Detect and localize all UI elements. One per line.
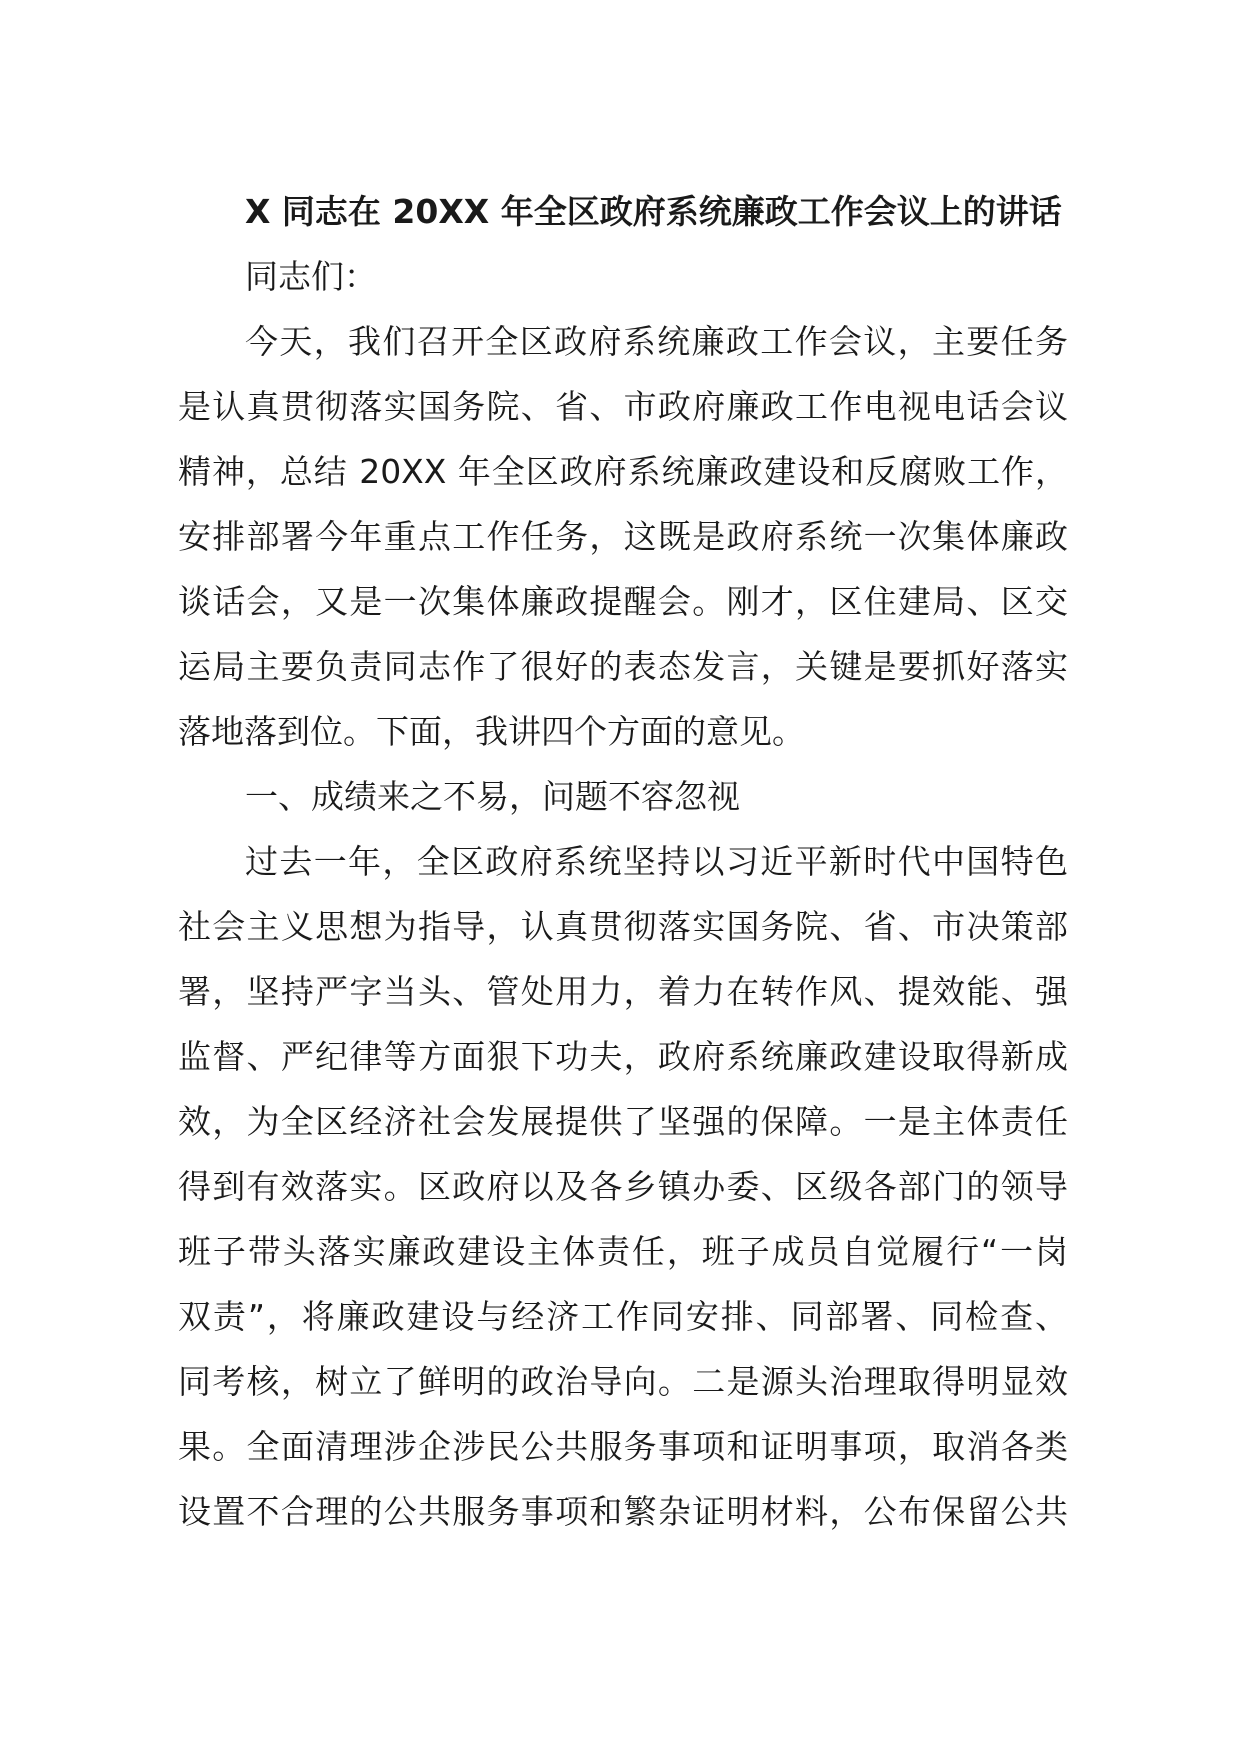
paragraph-line: 今天，我们召开全区政府系统廉政工作会议，主要任务 <box>245 322 1068 361</box>
paragraph-line: 署，坚持严字当头、管处用力，着力在转作风、提效能、强 <box>178 972 1068 1011</box>
paragraph-line: 果。全面清理涉企涉民公共服务事项和证明事项，取消各类 <box>178 1427 1068 1466</box>
paragraph-line: 精神，总结 20XX 年全区政府系统廉政建设和反腐败工作， <box>178 452 1068 491</box>
paragraph-line: 双责”，将廉政建设与经济工作同安排、同部署、同检查、 <box>178 1297 1068 1336</box>
paragraph-line: 监督、严纪律等方面狠下功夫，政府系统廉政建设取得新成 <box>178 1037 1068 1076</box>
section-heading: 一、成绩来之不易，问题不容忽视 <box>245 777 740 816</box>
paragraph-line: 同考核，树立了鲜明的政治导向。二是源头治理取得明显效 <box>178 1362 1068 1401</box>
paragraph-line: 运局主要负责同志作了很好的表态发言，关键是要抓好落实 <box>178 647 1068 686</box>
document-title: X 同志在 20XX 年全区政府系统廉政工作会议上的讲话 <box>245 192 1062 231</box>
paragraph-line: 设置不合理的公共服务事项和繁杂证明材料，公布保留公共 <box>178 1492 1068 1531</box>
paragraph-line: 社会主义思想为指导，认真贯彻落实国务院、省、市决策部 <box>178 907 1068 946</box>
paragraph-line: 得到有效落实。区政府以及各乡镇办委、区级各部门的领导 <box>178 1167 1068 1206</box>
paragraph-line: 是认真贯彻落实国务院、省、市政府廉政工作电视电话会议 <box>178 387 1068 426</box>
paragraph-line: 班子带头落实廉政建设主体责任，班子成员自觉履行“一岗 <box>178 1232 1068 1271</box>
paragraph-line: 过去一年，全区政府系统坚持以习近平新时代中国特色 <box>245 842 1068 881</box>
paragraph-line: 安排部署今年重点工作任务，这既是政府系统一次集体廉政 <box>178 517 1068 556</box>
paragraph-line: 落地落到位。下面，我讲四个方面的意见。 <box>178 712 805 751</box>
paragraph-line: 效，为全区经济社会发展提供了坚强的保障。一是主体责任 <box>178 1102 1068 1141</box>
salutation: 同志们： <box>245 257 377 296</box>
paragraph-line: 谈话会，又是一次集体廉政提醒会。刚才，区住建局、区交 <box>178 582 1068 621</box>
